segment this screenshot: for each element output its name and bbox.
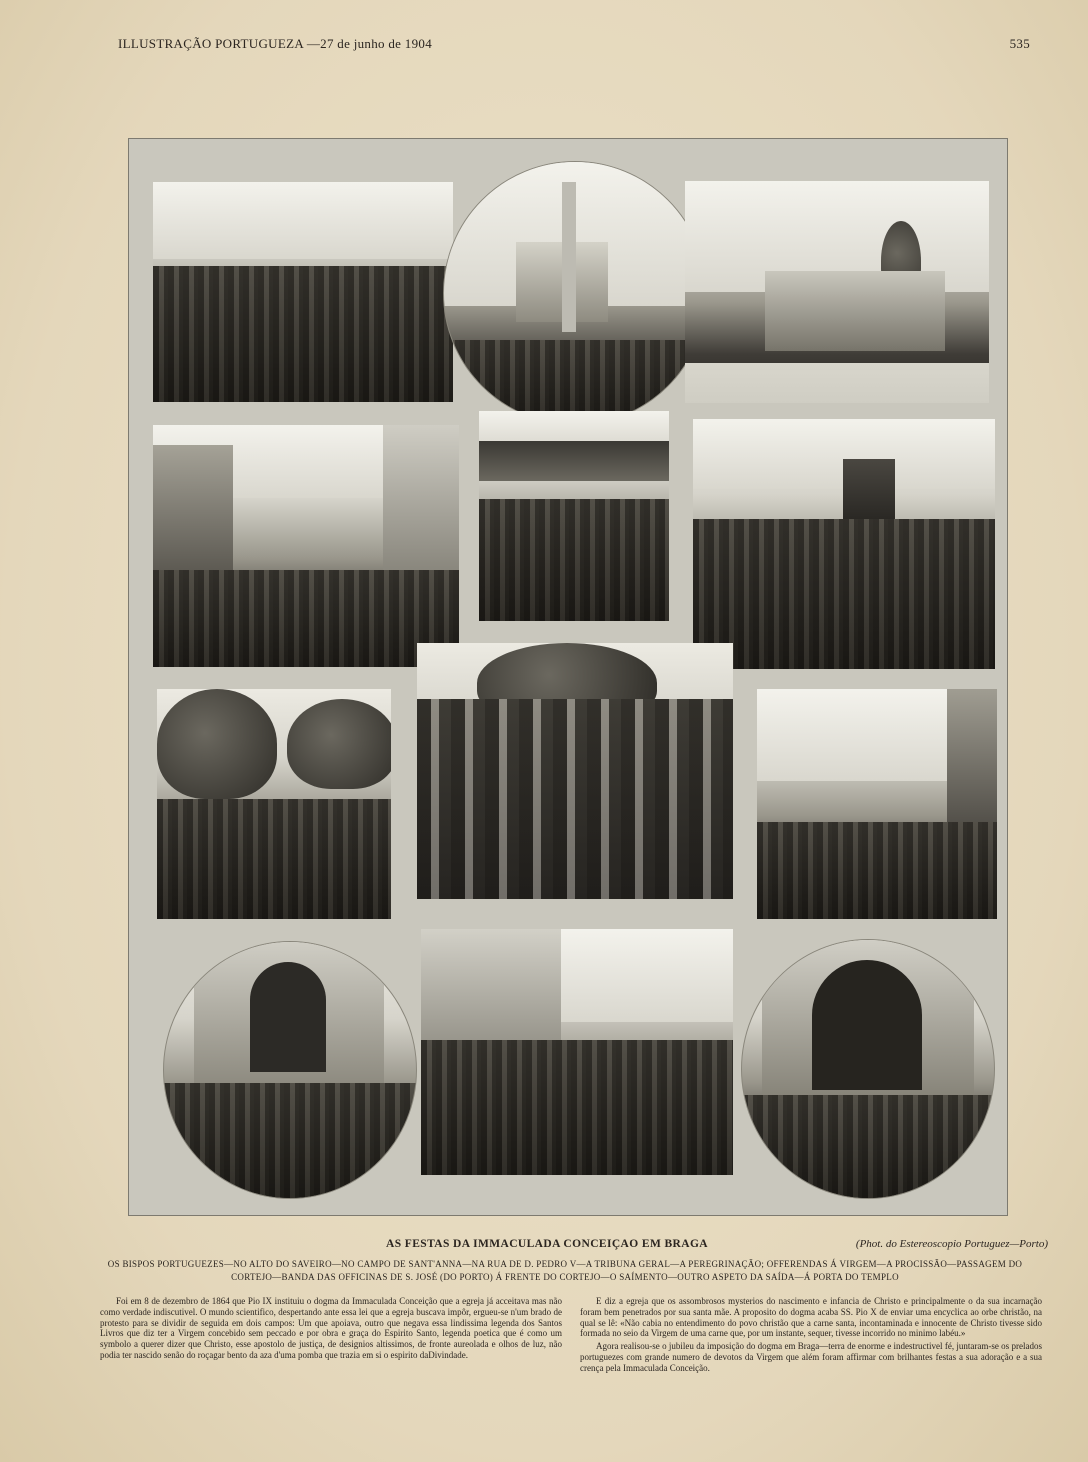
- photo-bishops: [153, 182, 453, 402]
- photo-outro-aspeto-saida: [421, 929, 733, 1175]
- article-column-left: [100, 1296, 562, 1363]
- photo-saveiro-column: [443, 161, 707, 425]
- article-paragraph: Agora realisou-se o jubileu da imposição do dogma em Braga—terra de enorme e indestructivel fé, juntaram-se os prelados portuguezes com grande numero de devotos da Virgem que além foram affirmar com brilhantes festas a sua adoração e a sua crença pela Immaculada Conceição.: [580, 1341, 1042, 1373]
- photo-campo-santanna: [685, 181, 989, 403]
- running-header: [118, 36, 1030, 56]
- caption-title: AS FESTAS DA IMMACULADA CONCEIÇAO EM BRAGA: [386, 1238, 708, 1250]
- caption-subtitle: OS BISPOS PORTUGUEZES—NO ALTO DO SAVEIRO—NO CAMPO DE SANT'ANNA—NA RUA DE D. PEDRO V—A TRIBUNA GERAL—A PEREGRINAÇÃO; OFFERENDAS Á VIRGEM—A PROCISSÃO—PASSAGEM DO CORTEJO—BANDA DAS OFFICINAS DE S. JOSÉ (DO PORTO) Á FRENTE DO CORTEJO—O SAÍMENTO—OUTRO ASPETO DA SAÍDA—Á PORTA DO TEMPLO: [107, 1259, 1023, 1282]
- photo-passagem-cortejo: [417, 643, 733, 899]
- publication-title: ILLUSTRAÇÃO PORTUGUEZA —27 de junho de 1904: [118, 36, 432, 51]
- photo-banda-officinas: [757, 689, 997, 919]
- photo-rua-d-pedro: [153, 425, 459, 667]
- photo-credit: (Phot. do Estereoscopio Portuguez—Porto): [855, 1238, 1048, 1250]
- photo-porta-templo: [741, 939, 995, 1199]
- photo-saimento: [163, 941, 417, 1199]
- article-paragraph: E diz a egreja que os assombrosos mysterios do nascimento e infancia de Christo e principalmente o da sua incarnação foram bem penetrados por sua santa mãe. A proposito do dogma acaba SS. Pio X de enviar uma encyclica ao orbe christão, na qual se lê: «Não cabia no entendimento do povo christão que a carne santa, incontaminada e innocente de Christo tivesse sido formada no seio da Virgem de uma carne que, por um instante, sequer, tivesse incorrido no minimo labéu.»: [580, 1296, 1042, 1339]
- photo-plate: [128, 138, 1008, 1216]
- photo-peregrinacao: [693, 419, 995, 669]
- article-column-right: [580, 1296, 1042, 1376]
- page-number: 535: [1009, 36, 1030, 51]
- photo-procissao: [157, 689, 391, 919]
- article-paragraph: Foi em 8 de dezembro de 1864 que Pio IX instituiu o dogma da Immaculada Conceição que a egreja já acceitava mas não como verdade indiscutivel. O mundo scientifico, despertando ante essa lei que a egreja buscava impôr, ergueu-se n'um brado de protesto para se dividir de seguida em dois campos: Um que apoiava, outro que negava essa lindissima legenda dos Santos Livros que diz ter a Virgem concebido sem peccado e por obra e graça do Espirito Santo, legenda poetica que é como um symbolo a querer dizer que Christo, esse apostolo de justiça, de designios altissimos, de fronte aureolada e olhos de luz, não podia ter nascido senão do roçagar bento da aza d'uma pomba que trazia em si o espirito daDivindade.: [100, 1296, 562, 1360]
- photo-tribuna-geral: [479, 411, 669, 621]
